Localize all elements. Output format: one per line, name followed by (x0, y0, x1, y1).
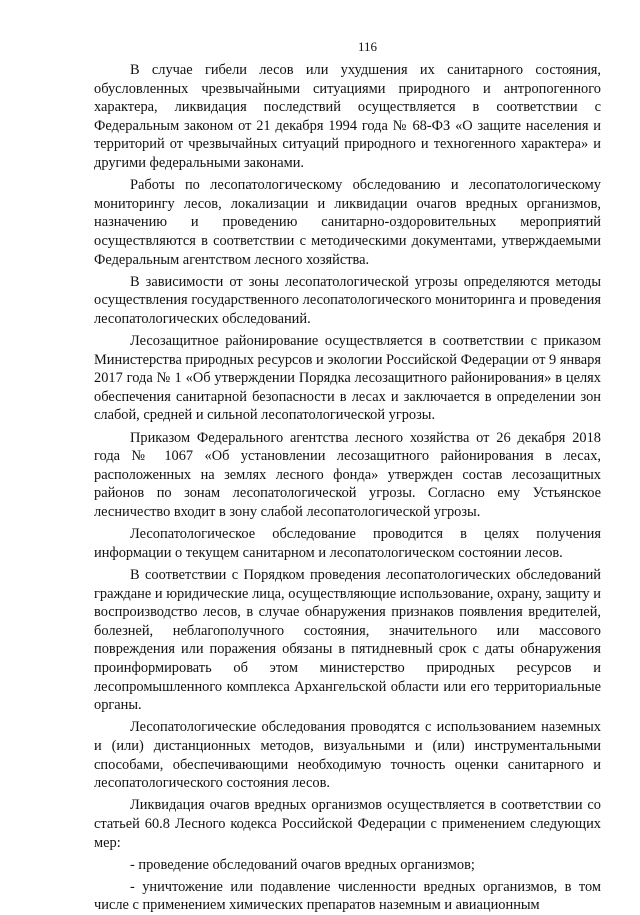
page-number: 116 (357, 39, 378, 54)
paragraph-forest-pathology-works: Работы по лесопатологическому обследованию и лесопатологическому мониторингу лесов, локализации и ликвидации очагов вредных организмов, назначению и проведению санитарно-оздоровительных мероприятий осуществляются в соответствии с методическими документами, утверждаемыми Федеральным агентством лесного хозяйства. (94, 177, 601, 268)
paragraph-survey-purpose: Лесопатологическое обследование проводится в целях получения информации о текущем санитарном и лесопатологическом состоянии лесов. (94, 526, 601, 561)
paragraph-protective-zoning: Лесозащитное районирование осуществляется в соответствии с приказом Министерства природных ресурсов и экологии Российской Федерации от 9 января 2017 года № 1 «Об утверждении Порядка лесозащитного районирования» в целях обеспечения санитарной безопасности в лесах и заключается в определении зон слабой, средней и сильной лесопатологической угрозы. (94, 333, 601, 424)
paragraph-emergency-consequences: В случае гибели лесов или ухудшения их санитарного состояния, обусловленных чрезвычайными ситуациями природного и антропогенного характера, ликвидация последствий осуществляется в соответствии с Федеральным законом от 21 декабря 1994 года № 68-ФЗ «О защите населения и территорий от чрезвычайных ситуаций природного и техногенного характера» и другими федеральными законами. (94, 62, 601, 171)
paragraph-threat-zones: В зависимости от зоны лесопатологической угрозы определяются методы осуществления государственного лесопатологического мониторинга и проведения лесопатологических обследований. (94, 273, 601, 327)
paragraph-pest-elimination: Ликвидация очагов вредных организмов осуществляется в соответствии со статьей 60.8 Лесного кодекса Российской Федерации с применением следующих мер: (94, 797, 601, 851)
list-item-pest-suppression: - уничтожение или подавление численности вредных организмов, в том числе с применением химических препаратов наземным и авиационным (94, 878, 601, 914)
list-item-surveys: - проведение обследований очагов вредных организмов; (130, 856, 475, 873)
paragraph-order-1067: Приказом Федерального агентства лесного хозяйства от 26 декабря 2018 года № 1067 «Об установлении лесозащитного районирования в лесах, расположенных на землях лесного фонда» утвержден состав лесозащитных районов по зонам лесопатологической угрозы. Согласно ему Устьянское лесничество входит в зону слабой лесопатологической угрозы. (94, 429, 601, 521)
paragraph-survey-methods: Лесопатологические обследования проводятся с использованием наземных и (или) дистанционных методов, визуальными и (или) инструментальными способами, обеспечивающими необходимую точность оценки санитарного и лесопатологического состояния лесов. (94, 719, 601, 792)
paragraph-reporting-obligation: В соответствии с Порядком проведения лесопатологических обследований граждане и юридические лица, осуществляющие использование, охрану, защиту и воспроизводство лесов, в случае обнаружения признаков появления вредителей, болезней, неблагополучного состояния, значительного или массового повреждения или поражения обязаны в пятидневный срок с даты обнаружения проинформировать об этом министерство природных ресурсов и лесопромышленного комплекса Архангельской области или его территориальные органы. (94, 567, 601, 714)
